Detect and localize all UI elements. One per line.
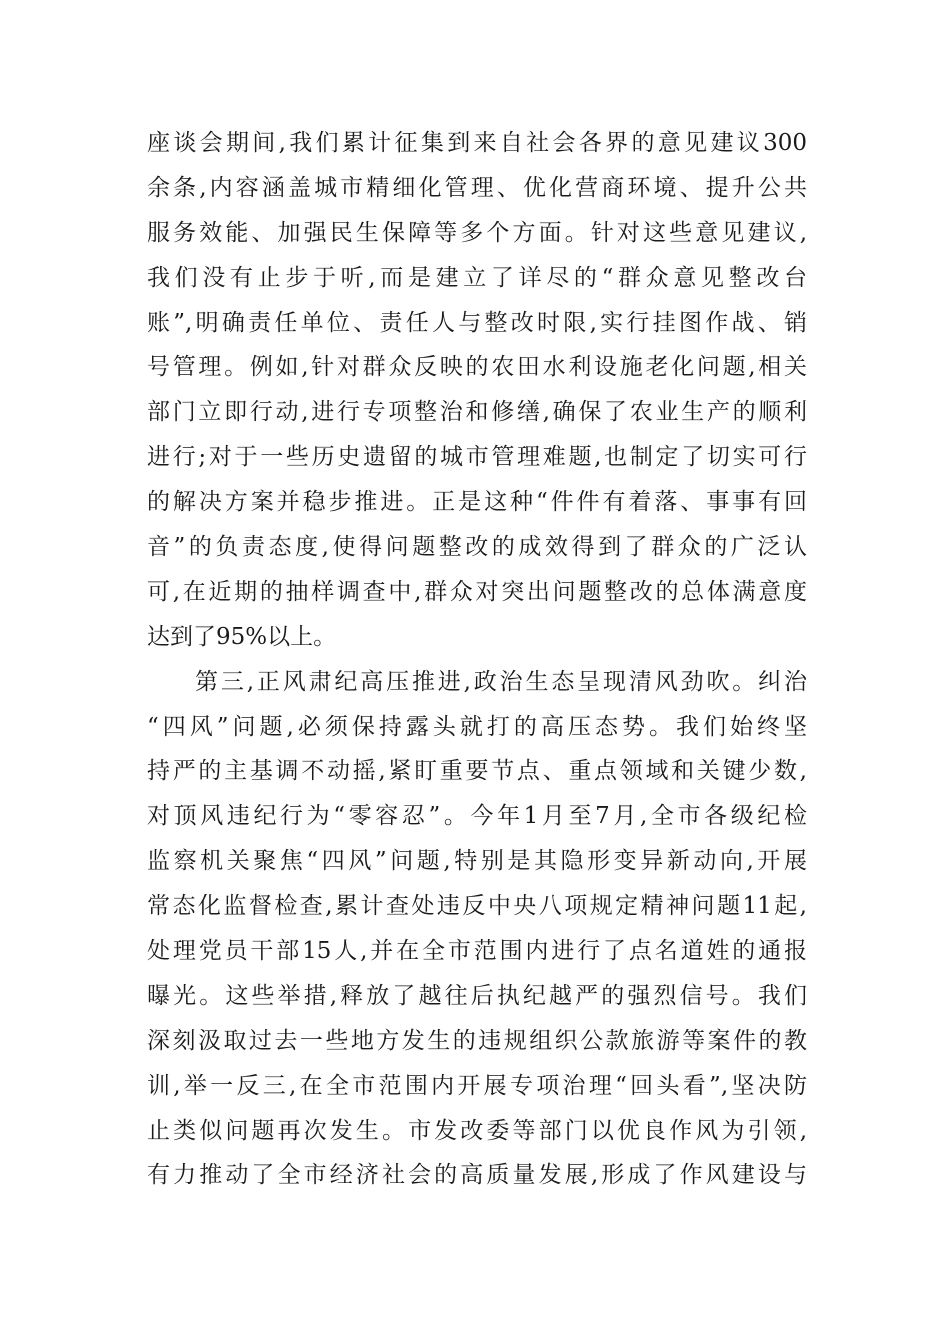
text-line: 持严的主基调不动摇,紧盯重要节点、重点领域和关键少数, xyxy=(147,758,807,785)
text-line: 处理党员干部15人,并在全市范围内进行了点名道姓的通报 xyxy=(147,938,807,965)
text-line: 可,在近期的抽样调查中,群众对突出问题整改的总体满意度 xyxy=(147,578,807,605)
text-line: 音”的负责态度,使得问题整改的成效得到了群众的广泛认 xyxy=(147,534,807,561)
text-line: 训,举一反三,在全市范围内开展专项治理“回头看”,坚决防 xyxy=(147,1072,807,1099)
text-line: 的解决方案并稳步推进。正是这种“件件有着落、事事有回 xyxy=(147,489,807,516)
text-line: “四风”问题,必须保持露头就打的高压态势。我们始终坚 xyxy=(147,713,807,740)
text-line: 深刻汲取过去一些地方发生的违规组织公款旅游等案件的教 xyxy=(147,1027,807,1054)
document-body xyxy=(147,121,807,1198)
text-line: 曝光。这些举措,释放了越往后执纪越严的强烈信号。我们 xyxy=(147,982,807,1009)
text-line-paragraph-start: 第三,正风肃纪高压推进,政治生态呈现清风劲吹。纠治 xyxy=(195,668,807,695)
text-line: 进行;对于一些历史遗留的城市管理难题,也制定了切实可行 xyxy=(147,444,807,471)
text-line: 余条,内容涵盖城市精细化管理、优化营商环境、提升公共 xyxy=(147,174,807,201)
text-line: 达到了95%以上。 xyxy=(147,623,337,650)
text-line: 座谈会期间,我们累计征集到来自社会各界的意见建议300 xyxy=(147,130,807,156)
text-line: 号管理。例如,针对群众反映的农田水利设施老化问题,相关 xyxy=(147,354,807,381)
text-line: 服务效能、加强民生保障等多个方面。针对这些意见建议, xyxy=(147,219,807,246)
text-line: 监察机关聚焦“四风”问题,特别是其隐形变异新动向,开展 xyxy=(147,848,807,875)
text-line: 有力推动了全市经济社会的高质量发展,形成了作风建设与 xyxy=(147,1162,807,1189)
text-line: 部门立即行动,进行专项整治和修缮,确保了农业生产的顺利 xyxy=(147,399,807,426)
text-line: 账”,明确责任单位、责任人与整改时限,实行挂图作战、销 xyxy=(147,309,807,336)
text-line: 我们没有止步于听,而是建立了详尽的“群众意见整改台 xyxy=(147,264,807,291)
text-line: 对顶风违纪行为“零容忍”。今年1月至7月,全市各级纪检 xyxy=(147,803,807,830)
text-line: 止类似问题再次发生。市发改委等部门以优良作风为引领, xyxy=(147,1117,807,1144)
text-line: 常态化监督检查,累计查处违反中央八项规定精神问题11起, xyxy=(147,893,807,920)
